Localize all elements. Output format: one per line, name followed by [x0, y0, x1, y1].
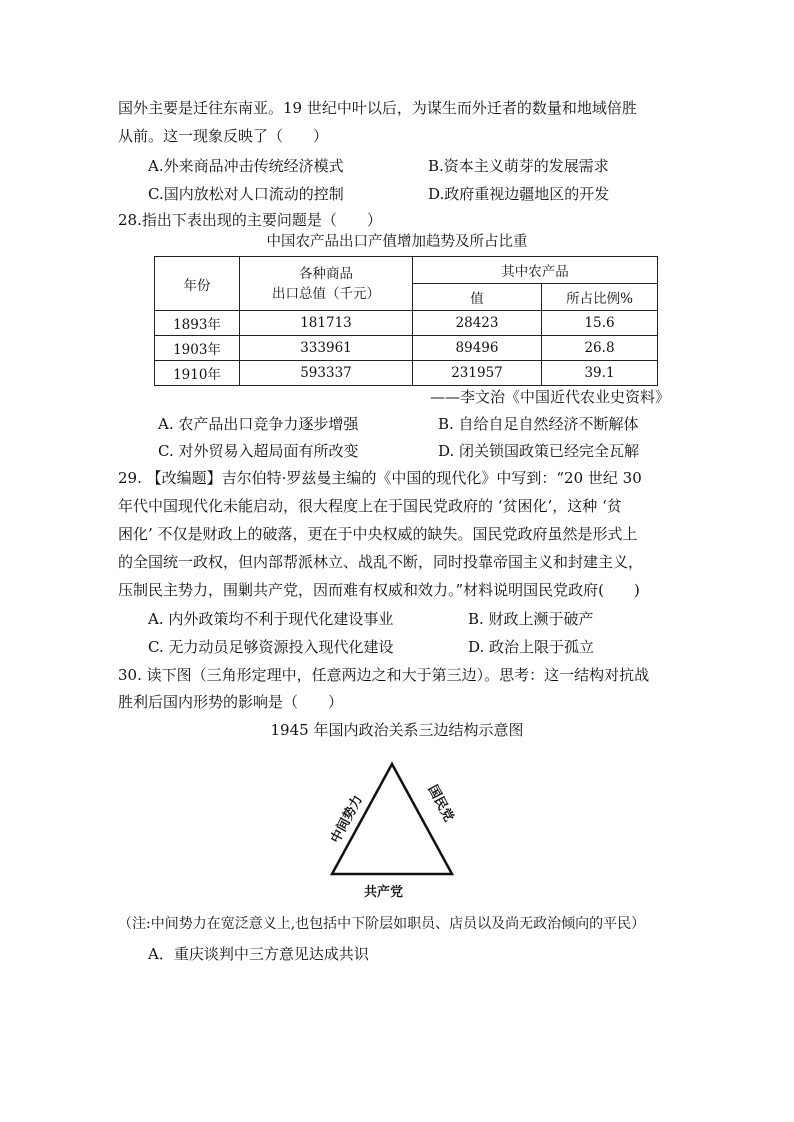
header-total: [240, 257, 413, 311]
cell-total: 333961: [240, 336, 413, 361]
cell-value: 231957: [413, 361, 542, 386]
q28-option-b: B. 自给自足自然经济不断解体: [438, 415, 639, 433]
cell-share: 39.1: [542, 361, 658, 386]
table-row: [155, 361, 658, 386]
q30-text-line-2: 胜利后国内形势的影响是（ ）: [118, 693, 344, 711]
cell-total: 593337: [240, 361, 413, 386]
q28-source: ——李文治《中国近代农业史资料》: [429, 388, 670, 406]
side-label-bottom: 共产党: [364, 885, 404, 900]
cell-share: 15.6: [542, 311, 658, 336]
side-label-left: 中间势力: [328, 792, 366, 846]
q27-text-line-2: 从前。这一现象反映了（ ）: [118, 127, 329, 145]
header-total-line2: 出口总值（千元）: [272, 285, 380, 302]
q29-text-line-2: 年代中国现代化未能启动，很大程度上在于国民党政府的 ‘贫困化’，这种 ‘贫: [118, 497, 622, 515]
q28-stem: 28.指出下表出现的主要问题是（ ）: [118, 211, 382, 229]
q29-text-line-4: 的全国统一政权，但内部帮派林立、战乱不断，同时投靠帝国主义和封建主义，: [118, 553, 644, 571]
q27-option-b: B.资本主义萌芽的发展需求: [428, 157, 609, 175]
header-agri: 其中农产品: [413, 257, 658, 284]
q29-text-line-5: 压制民主势力，围剿共产党，因而难有权威和效力。”材料说明国民党政府( ): [118, 581, 640, 599]
cell-total: 181713: [240, 311, 413, 336]
header-year: 年份: [155, 257, 240, 311]
table-row: [155, 311, 658, 336]
triangle-diagram: [300, 750, 500, 910]
cell-year: 1893年: [155, 311, 240, 336]
q30-text-line-1: 30. 读下图（三角形定理中，任意两边之和大于第三边）。思考：这一结构对抗战: [118, 666, 650, 684]
q28-option-c: C. 对外贸易入超局面有所改变: [158, 442, 359, 460]
q27-option-d: D.政府重视边疆地区的开发: [428, 185, 610, 203]
q29-option-a: A. 内外政策均不利于现代化建设事业: [148, 610, 394, 628]
header-value: 值: [413, 284, 542, 311]
export-table: [154, 256, 658, 386]
cell-year: 1903年: [155, 336, 240, 361]
q28-option-a: A. 农产品出口竞争力逐步增强: [158, 415, 359, 433]
header-share: 所占比例%: [542, 284, 658, 311]
q29-text-line-1: 29. 【改编题】吉尔伯特·罗兹曼主编的《中国的现代化》中写到：“20 世纪 30: [118, 469, 642, 487]
q28-option-d: D. 闭关锁国政策已经完全瓦解: [438, 442, 640, 460]
figure-note: （注:中间势力在宽泛意义上,也包括中下阶层如职员、店员以及尚无政治倾向的平民）: [118, 916, 646, 932]
q29-option-c: C. 无力动员足够资源投入现代化建设: [148, 638, 394, 656]
figure-title: 1945 年国内政治关系三边结构示意图: [270, 721, 524, 739]
q29-option-d: D. 政治上限于孤立: [468, 638, 595, 656]
q28-table-title: 中国农产品出口产值增加趋势及所占比重: [266, 234, 528, 250]
cell-year: 1910年: [155, 361, 240, 386]
cell-value: 89496: [413, 336, 542, 361]
header-total-line1: 各种商品: [299, 265, 353, 282]
cell-value: 28423: [413, 311, 542, 336]
side-label-right: 国民党: [424, 782, 457, 825]
q27-text-line-1: 国外主要是迁往东南亚。19 世纪中叶以后，为谋生而外迁者的数量和地域倍胜: [118, 99, 637, 117]
q30-option-a: A．重庆谈判中三方意见达成共识: [148, 945, 369, 963]
q27-option-c: C.国内放松对人口流动的控制: [148, 185, 344, 203]
cell-share: 26.8: [542, 336, 658, 361]
q29-text-line-3: 困化’ 不仅是财政上的破落，更在于中央权威的缺失。国民党政府虽然是形式上: [118, 525, 638, 543]
table-row: [155, 336, 658, 361]
q29-option-b: B. 财政上濒于破产: [468, 610, 594, 628]
q27-option-a: A.外来商品冲击传统经济模式: [148, 157, 344, 175]
